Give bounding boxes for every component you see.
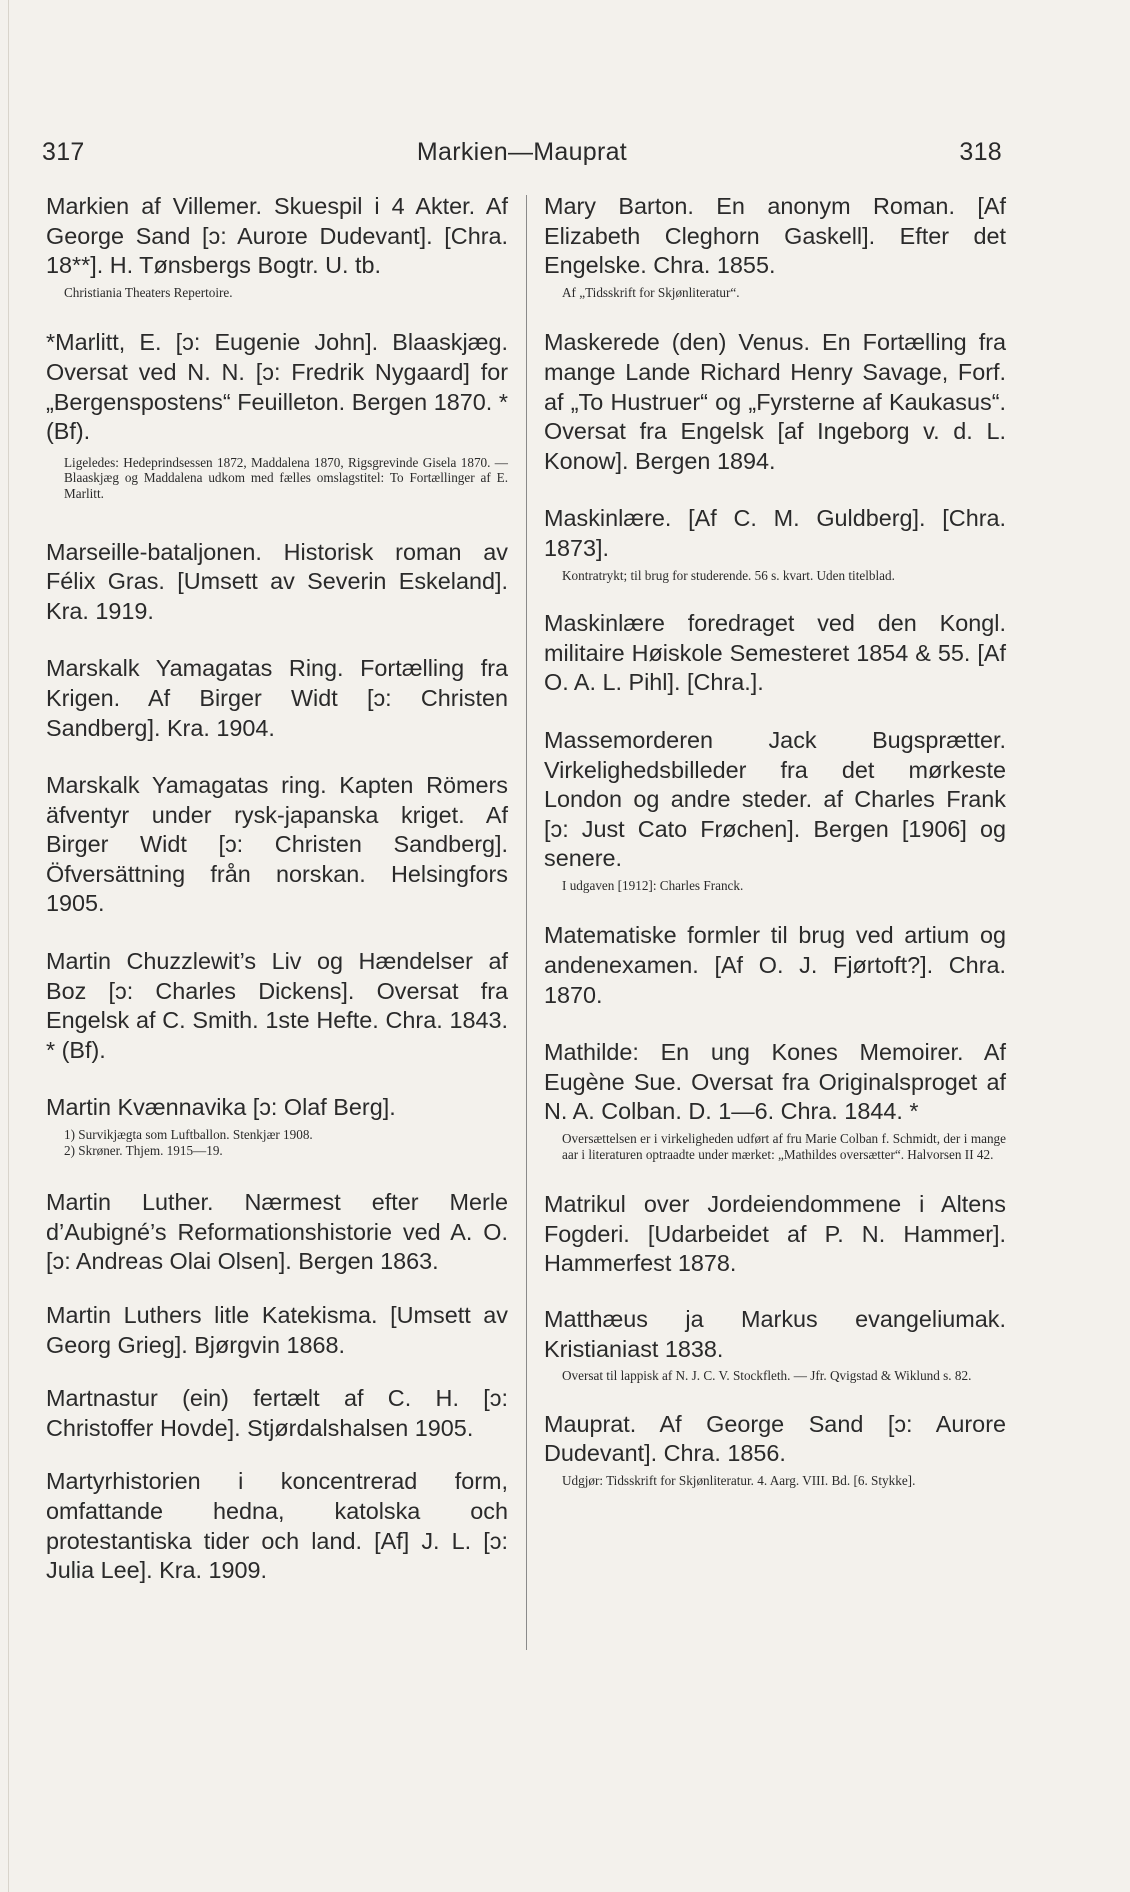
bibliography-entry	[544, 1190, 1006, 1279]
entry-text: Marskalk Yamagatas Ring. Fortælling fra Krigen. Af Birger Widt [ɔ: Christen Sandberg]. Kra. 1904.	[46, 655, 508, 741]
note-line: 1) Survikjægta som Luftballon. Stenkjær 1908.	[64, 1127, 313, 1143]
running-header	[42, 138, 1002, 172]
entry-text: Martin Luther. Nærmest efter Merle d’Aubigné’s Reformationshistorie ved A. O. [ɔ: Andreas Olai Olsen]. Bergen 1863.	[46, 1189, 508, 1275]
bibliography-entry	[46, 1384, 508, 1443]
bibliography-entry	[46, 947, 508, 1065]
entry-text: *Marlitt, E. [ɔ: Eugenie John]. Blaaskjæg. Oversat ved N. N. [ɔ: Fredrik Nygaard] for „Bergenspostens“ Feuilleton. Bergen 1870. * (Bf).	[46, 329, 508, 445]
running-title: Markien—Mauprat	[416, 138, 628, 166]
entry-note: Af „Tidsskrift for Skjønliteratur“.	[562, 284, 740, 300]
note-line: 2) Skrøner. Thjem. 1915—19.	[64, 1142, 223, 1158]
bibliography-entry	[46, 192, 508, 300]
entry-text: Matematiske formler til brug ved artium og andenexamen. [Af O. J. Fjørtoft?]. Chra. 1870.	[544, 922, 1006, 1008]
bibliography-entry	[544, 328, 1006, 476]
bibliography-entry	[544, 609, 1006, 698]
bibliography-entry	[46, 538, 508, 627]
entry-text: Marseille-bataljonen. Historisk roman av Félix Gras. [Umsett av Severin Eskeland]. Kra. 1919.	[46, 538, 508, 624]
left-column	[46, 192, 508, 1586]
entry-text: Martin Luthers litle Katekisma. [Umsett av Georg Grieg]. Bjørgvin 1868.	[46, 1302, 508, 1358]
entry-text: Matrikul over Jordeiendommene i Altens Fogderi. [Udarbeidet af P. N. Hammer]. Hammerfest 1878.	[544, 1191, 1006, 1277]
entry-text: Markien af Villemer. Skuespil i 4 Akter. Af George Sand [ɔ: Auroɪe Dudevant]. [Chra. 18**]. H. Tønsbergs Bogtr. U. tb.	[46, 193, 508, 279]
page-number-left: 317	[42, 138, 85, 166]
bibliography-entry	[544, 726, 1006, 894]
entry-text: Mathilde: En ung Kones Memoirer. Af Eugène Sue. Oversat fra Originalsproget af N. A. Colban. D. 1—6. Chra. 1844. *	[544, 1039, 1006, 1125]
entry-text: Martin Kvænnavika [ɔ: Olaf Berg].	[46, 1094, 396, 1121]
bibliography-entry	[46, 1467, 508, 1585]
entry-note: Udgjør: Tidsskrift for Skjønliteratur. 4. Aarg. VIII. Bd. [6. Stykke].	[562, 1472, 916, 1488]
entry-text: Mary Barton. En anonym Roman. [Af Elizabeth Cleghorn Gaskell]. Efter det Engelske. Chra. 1855.	[544, 193, 1006, 279]
entry-note: Kontratrykt; til brug for studerende. 56 s. kvart. Uden titelblad.	[562, 567, 895, 583]
entry-note: Ligeledes: Hedeprindsessen 1872, Maddalena 1870, Rigsgrevinde Gisela 1870. — Blaaskjæg og Maddalena udkom med fælles omslagstitel: To Fortællinger af E. Marlitt.	[64, 454, 508, 501]
entry-text: Massemorderen Jack Bugsprætter. Virkelighedsbilleder fra det mørkeste London og andre steder. af Charles Frank [ɔ: Just Cato Frøchen]. Bergen [1906] og senere.	[544, 726, 1006, 872]
right-column	[544, 192, 1006, 1489]
bibliography-entry	[544, 1038, 1006, 1162]
bibliography-entry	[46, 1188, 508, 1277]
bibliography-entry	[544, 192, 1006, 300]
entry-text: Martyrhistorien i koncentrerad form, omfattande hedna, katolska och protestantiska tider och land. [Af] J. L. [ɔ: Julia Lee]. Kra. 1909.	[46, 1468, 508, 1584]
bibliography-entry	[46, 328, 508, 501]
page-edge-line	[8, 0, 9, 1892]
entry-note: I udgaven [1912]: Charles Franck.	[562, 877, 744, 893]
entry-text: Martnastur (ein) fertælt af C. H. [ɔ: Christoffer Hovde]. Stjørdalshalsen 1905.	[46, 1385, 508, 1441]
bibliography-entry	[544, 921, 1006, 1010]
entry-text: Mauprat. Af George Sand [ɔ: Aurore Dudevant]. Chra. 1856.	[544, 1410, 1006, 1467]
entry-note: Oversættelsen er i virkeligheden udført af fru Marie Colban f. Schmidt, der i mange aar i literaturen optraadte under mærket: „Mathildes oversætter“. Halvorsen II 42.	[562, 1131, 1006, 1162]
entry-text: Matthæus ja Markus evangeliumak. Kristianiast 1838.	[544, 1306, 1006, 1362]
entry-note	[46, 1127, 508, 1158]
entry-text: Marskalk Yamagatas ring. Kapten Römers äfventyr under rysk-japanska kriget. Af Birger Widt [ɔ: Christen Sandberg]. Öfversättning från norskan. Helsingfors 1905.	[46, 772, 508, 917]
entry-note: Christiania Theaters Repertoire.	[64, 284, 233, 300]
entry-note: Oversat til lappisk af N. J. C. V. Stockfleth. — Jfr. Qvigstad & Wiklund s. 82.	[562, 1368, 972, 1384]
entry-text: Maskinlære foredraget ved den Kongl. militaire Høiskole Semesteret 1854 & 55. [Af O. A. L. Pihl]. [Chra.].	[544, 610, 1006, 696]
bibliography-entry	[544, 504, 1006, 583]
bibliography-entry	[544, 1305, 1006, 1384]
entry-text: Maskerede (den) Venus. En Fortælling fra mange Lande Richard Henry Savage, Forf. af „To Hustruer“ og „Fyrsterne af Kaukasus“. Oversat fra Engelsk [af Ingeborg v. d. L. Konow]. Bergen 1894.	[544, 329, 1006, 474]
bibliography-entry	[46, 771, 508, 919]
bibliography-entry	[46, 1301, 508, 1360]
entry-text: Maskinlære. [Af C. M. Guldberg]. [Chra. 1873].	[544, 505, 1006, 561]
column-divider	[526, 195, 527, 1650]
page-number-right: 318	[959, 138, 1002, 166]
bibliography-entry	[544, 1410, 1006, 1489]
entry-text: Martin Chuzzlewit’s Liv og Hændelser af Boz [ɔ: Charles Dickens]. Oversat fra Engelsk af C. Smith. 1ste Hefte. Chra. 1843. * (Bf).	[46, 948, 508, 1063]
bibliography-entry	[46, 1093, 508, 1158]
bibliography-entry	[46, 654, 508, 743]
